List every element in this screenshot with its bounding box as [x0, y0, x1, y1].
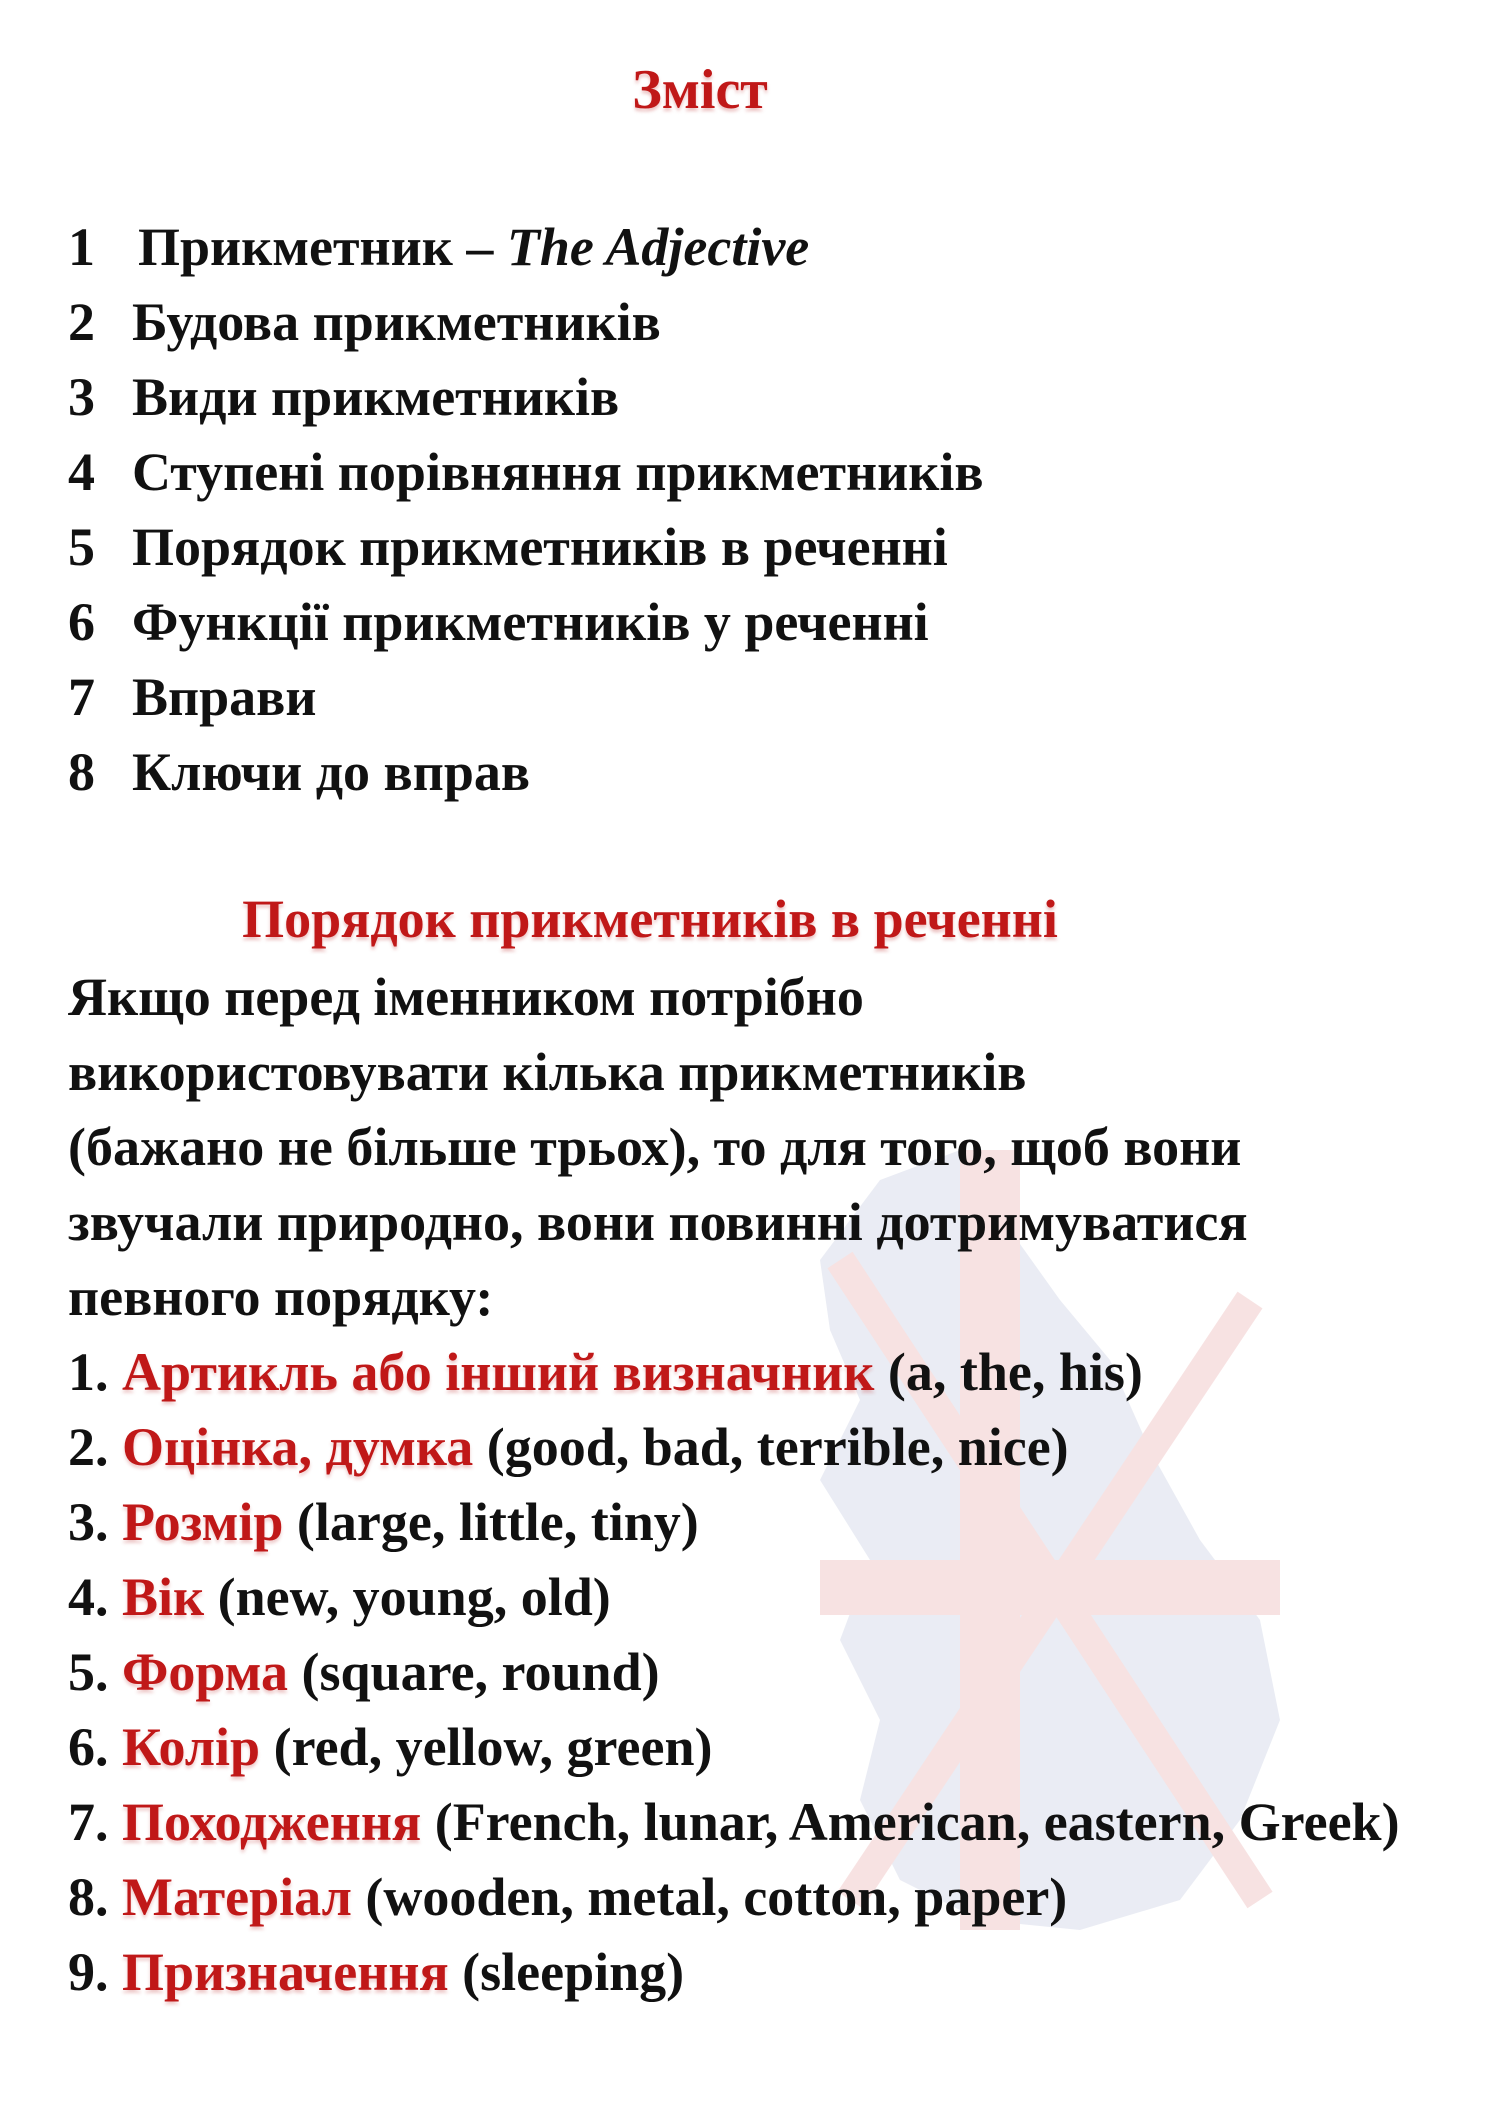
- order-term: Матеріал: [122, 1867, 352, 1927]
- toc-item[interactable]: [68, 360, 984, 435]
- intro-line: певного порядку:: [68, 1267, 494, 1327]
- toc-label: Вправи: [132, 667, 317, 727]
- toc-label: Ступені порівняння прикметників: [132, 442, 984, 502]
- toc-item[interactable]: [68, 585, 984, 660]
- toc-number: 5: [68, 517, 95, 577]
- order-item: [68, 1935, 1488, 2010]
- toc-item[interactable]: [68, 285, 984, 360]
- order-number: 5.: [68, 1642, 109, 1702]
- order-item: [68, 1485, 1488, 1560]
- order-term: Походження: [122, 1792, 422, 1852]
- order-term: Колір: [122, 1717, 261, 1777]
- order-examples: (a, the, his): [887, 1342, 1143, 1402]
- toc-item[interactable]: [68, 660, 984, 735]
- toc-label: Прикметник –: [138, 217, 494, 277]
- toc-number: 6: [68, 592, 95, 652]
- order-number: 2.: [68, 1417, 109, 1477]
- toc-item[interactable]: [68, 510, 984, 585]
- order-number: 7.: [68, 1792, 109, 1852]
- toc-label: Функції прикметників у реченні: [132, 592, 929, 652]
- order-term: Оцінка, думка: [122, 1417, 474, 1477]
- toc-number: 4: [68, 442, 95, 502]
- order-item: [68, 1410, 1488, 1485]
- order-item: [68, 1560, 1488, 1635]
- order-examples: (wooden, metal, cotton, paper): [365, 1867, 1068, 1927]
- order-term: Вік: [122, 1567, 205, 1627]
- intro-paragraph: [68, 960, 1488, 1335]
- intro-line: звучали природно, вони повинні дотримуватися: [68, 1192, 1248, 1252]
- toc-number: 2: [68, 292, 95, 352]
- order-item: [68, 1785, 1488, 1860]
- order-item: [68, 1710, 1488, 1785]
- intro-line: Якщо перед іменником потрібно: [68, 967, 864, 1027]
- order-term: Форма: [122, 1642, 289, 1702]
- order-item: [68, 1860, 1488, 1935]
- toc-label: Порядок прикметників в реченні: [132, 517, 948, 577]
- order-number: 8.: [68, 1867, 109, 1927]
- order-number: 1.: [68, 1342, 109, 1402]
- contents-title: Зміст: [632, 59, 768, 121]
- order-examples: (square, round): [301, 1642, 660, 1702]
- toc-label: Види прикметників: [132, 367, 620, 427]
- order-examples: (large, little, tiny): [296, 1492, 699, 1552]
- order-number: 3.: [68, 1492, 109, 1552]
- toc-label: Будова прикметників: [132, 292, 661, 352]
- order-number: 4.: [68, 1567, 109, 1627]
- section-title: Порядок прикметників в реченні: [242, 889, 1058, 949]
- order-term: Розмір: [122, 1492, 284, 1552]
- order-term: Артикль або інший визначник: [122, 1342, 875, 1402]
- toc-number: 8: [68, 742, 95, 802]
- toc-number: 1: [68, 217, 95, 277]
- order-number: 6.: [68, 1717, 109, 1777]
- toc-item[interactable]: [68, 735, 984, 810]
- intro-line: (бажано не більше трьох), то для того, щоб вони: [68, 1117, 1242, 1177]
- toc-item[interactable]: [68, 435, 984, 510]
- toc-number: 7: [68, 667, 95, 727]
- toc-item[interactable]: [68, 210, 984, 285]
- intro-line: використовувати кілька прикметників: [68, 1042, 1027, 1102]
- toc-number: 3: [68, 367, 95, 427]
- adjective-order-list: [68, 1335, 1488, 2010]
- order-examples: (new, young, old): [217, 1567, 611, 1627]
- order-examples: (French, lunar, American, eastern, Greek): [434, 1792, 1400, 1852]
- table-of-contents: [68, 210, 984, 810]
- order-number: 9.: [68, 1942, 109, 2002]
- order-item: [68, 1335, 1488, 1410]
- order-term: Призначення: [122, 1942, 449, 2002]
- order-examples: (sleeping): [462, 1942, 685, 2002]
- order-examples: (red, yellow, green): [273, 1717, 713, 1777]
- order-item: [68, 1635, 1488, 1710]
- toc-label: Ключи до вправ: [132, 742, 531, 802]
- toc-label-italic: The Adjective: [506, 217, 810, 277]
- order-examples: (good, bad, terrible, nice): [486, 1417, 1069, 1477]
